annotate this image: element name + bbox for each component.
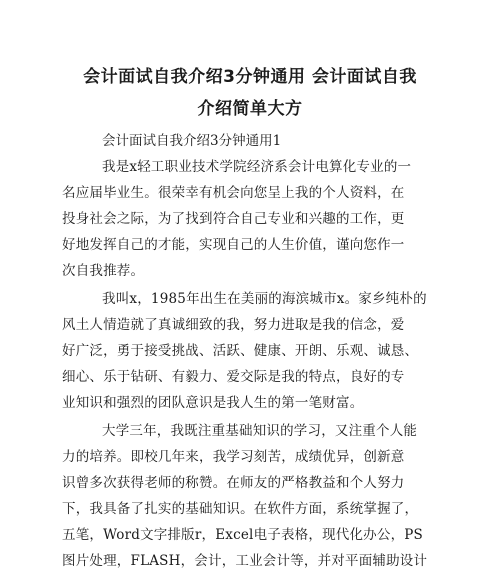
document-title-line-2: 介绍简单大方 <box>197 99 303 119</box>
body-line: 好地发挥自己的才能，实现自己的人生价值，谨向您作一 <box>62 237 405 253</box>
body-line: 次自我推荐。 <box>62 263 145 279</box>
body-line: 细心、乐于钻研、有毅力、爱交际是我的特点，良好的专 <box>62 369 405 385</box>
body-line: 投身社会之际，为了找到符合自己专业和兴趣的工作，更 <box>62 211 405 227</box>
body-line: 力的培养。即校几年来，我学习刻苦，成绩优异，创新意 <box>62 449 405 465</box>
body-line: 图片处理，FLASH，会计，工业会计等，并对平面辅助设计 <box>62 553 428 569</box>
body-line: 识曾多次获得老师的称赞。在师友的严格教益和个人努力 <box>62 475 405 491</box>
body-line: 名应届毕业生。很荣幸有机会向您呈上我的个人资料，在 <box>62 185 405 201</box>
body-line: 好广泛，勇于接受挑战、活跃、健康、开朗、乐观、诚恳、 <box>62 343 419 359</box>
body-line: 五笔，Word文字排版r，Excel电子表格，现代化办公，PS <box>62 527 424 543</box>
body-line: 大学三年，我既注重基础知识的学习，又注重个人能 <box>102 423 418 439</box>
body-line: 我叫x，1985年出生在美丽的海滨城市x。家乡纯朴的 <box>102 291 427 307</box>
document-title-line-1: 会计面试自我介绍3分钟通用 会计面试自我 <box>83 67 417 87</box>
body-line: 我是x轻工职业技术学院经济系会计电算化专业的一 <box>102 159 412 175</box>
body-line: 风土人情造就了真诚细致的我，努力进取是我的信念，爱 <box>62 317 405 333</box>
body-line: 业知识和强烈的团队意识是我人生的第一笔财富。 <box>62 395 364 411</box>
section-heading: 会计面试自我介绍3分钟通用1 <box>102 133 282 149</box>
body-line: 下，我具备了扎实的基础知识。在软件方面，系统掌握了， <box>62 501 419 517</box>
